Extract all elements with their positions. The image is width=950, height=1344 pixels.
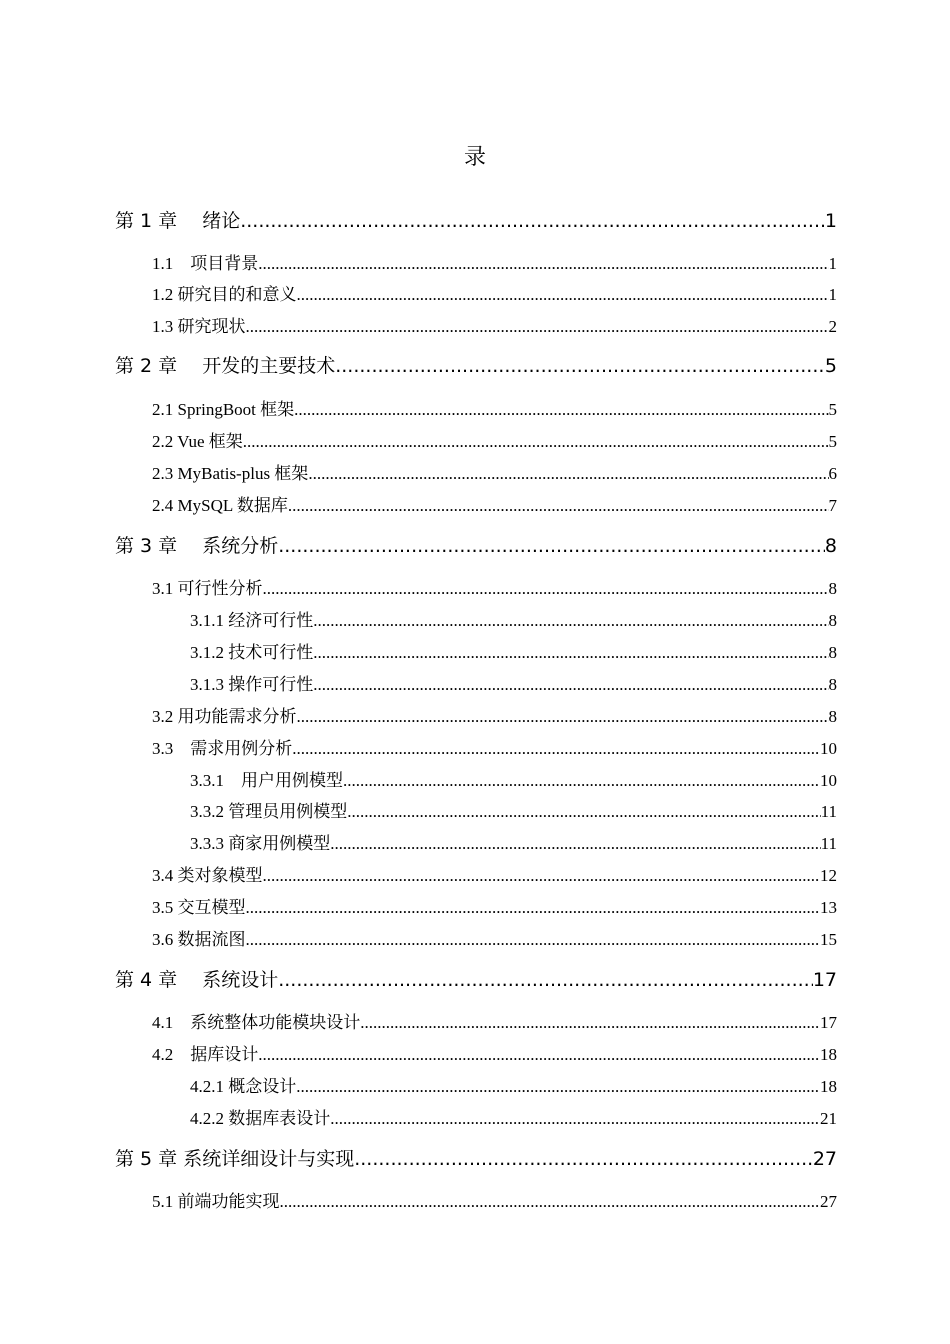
toc-entry bbox=[0, 459, 837, 484]
toc-entry-label: 4.1 系统整体功能模块设计 bbox=[152, 1013, 361, 1032]
toc-entry bbox=[0, 670, 837, 695]
toc-leader-dots bbox=[246, 930, 821, 950]
toc-leader-dots bbox=[313, 643, 828, 663]
toc-entry-label: 3.5 交互模型 bbox=[152, 898, 246, 917]
toc-leader-dots bbox=[243, 432, 829, 452]
toc-leader-dots bbox=[330, 834, 820, 854]
toc-leader-dots bbox=[330, 1109, 820, 1129]
toc-entry-page-number: 8 bbox=[828, 643, 837, 662]
toc-entry-label: 3.2 用功能需求分析 bbox=[152, 707, 297, 726]
toc-leader-dots bbox=[335, 355, 825, 377]
toc-leader-dots bbox=[308, 464, 828, 484]
toc-leader-dots bbox=[246, 317, 829, 337]
toc-entry bbox=[0, 861, 837, 886]
toc-entry-page-number: 6 bbox=[828, 464, 837, 483]
toc-entry-page-number: 8 bbox=[828, 675, 837, 694]
toc-entry bbox=[0, 606, 837, 631]
toc-entry bbox=[0, 351, 837, 378]
toc-entry-label: 4.2 据库设计 bbox=[152, 1045, 259, 1064]
toc-entry-page-number: 7 bbox=[828, 496, 837, 515]
toc-leader-dots bbox=[263, 579, 829, 599]
toc-entry bbox=[0, 1072, 837, 1097]
toc-entry bbox=[0, 925, 837, 950]
toc-entry-page-number: 8 bbox=[824, 535, 837, 557]
toc-entry-page-number: 5 bbox=[828, 400, 837, 419]
toc-leader-dots bbox=[313, 675, 828, 695]
toc-entry bbox=[0, 893, 837, 918]
toc-entry-label: 第 1 章 绪论 bbox=[115, 210, 241, 232]
toc-entry-page-number: 27 bbox=[820, 1192, 837, 1211]
toc-leader-dots bbox=[343, 771, 820, 791]
toc-entry bbox=[0, 702, 837, 727]
toc-entry bbox=[0, 1144, 837, 1171]
toc-entry bbox=[0, 965, 837, 992]
toc-leader-dots bbox=[258, 254, 828, 274]
toc-entry bbox=[0, 427, 837, 452]
toc-entry-label: 3.3.1 用户用例模型 bbox=[190, 771, 343, 790]
toc-entry-label: 第 2 章 开发的主要技术 bbox=[115, 355, 336, 377]
toc-entry-label: 1.1 项目背景 bbox=[152, 254, 259, 273]
toc-entry bbox=[0, 797, 837, 822]
toc-entry bbox=[0, 395, 837, 420]
toc-entry bbox=[0, 1008, 837, 1033]
toc-entry-label: 2.4 MySQL 数据库 bbox=[152, 496, 288, 515]
toc-leader-dots bbox=[313, 611, 828, 631]
toc-leader-dots bbox=[360, 1013, 820, 1033]
toc-entry-label: 3.3.3 商家用例模型 bbox=[190, 834, 331, 853]
toc-entry-page-number: 10 bbox=[820, 771, 837, 790]
toc-leader-dots bbox=[258, 1045, 820, 1065]
toc-entry-page-number: 5 bbox=[824, 355, 837, 377]
toc-entry-label: 3.3.2 管理员用例模型 bbox=[190, 802, 348, 821]
toc-leader-dots bbox=[292, 739, 820, 759]
toc-entry-page-number: 8 bbox=[828, 611, 837, 630]
toc-entry-page-number: 15 bbox=[820, 930, 837, 949]
toc-entry-page-number: 21 bbox=[820, 1109, 837, 1128]
toc-leader-dots bbox=[354, 1148, 813, 1170]
toc-leader-dots bbox=[263, 866, 821, 886]
toc-entry-label: 第 3 章 系统分析 bbox=[115, 535, 279, 557]
toc-entry-page-number: 1 bbox=[828, 285, 837, 304]
toc-entry bbox=[0, 1040, 837, 1065]
toc-entry-page-number: 12 bbox=[820, 866, 837, 885]
toc-entry-label: 1.2 研究目的和意义 bbox=[152, 285, 297, 304]
toc-entry-page-number: 18 bbox=[820, 1077, 837, 1096]
toc-entry-page-number: 17 bbox=[812, 969, 837, 991]
toc-entry bbox=[0, 1104, 837, 1129]
toc-title: 录 bbox=[463, 145, 486, 170]
toc-leader-dots bbox=[246, 898, 821, 918]
toc-entry bbox=[0, 206, 837, 233]
toc-entry-label: 2.2 Vue 框架 bbox=[152, 432, 243, 451]
toc-entry-page-number: 17 bbox=[820, 1013, 837, 1032]
toc-entry bbox=[0, 312, 837, 337]
toc-entry-label: 3.3 需求用例分析 bbox=[152, 739, 293, 758]
toc-leader-dots bbox=[297, 707, 829, 727]
toc-leader-dots bbox=[240, 210, 825, 232]
toc-entry-page-number: 1 bbox=[824, 210, 837, 232]
toc-entry-page-number: 11 bbox=[820, 834, 837, 853]
toc-leader-dots bbox=[288, 496, 829, 516]
toc-entry-page-number: 2 bbox=[828, 317, 837, 336]
toc-entry bbox=[0, 734, 837, 759]
toc-entry-label: 5.1 前端功能实现 bbox=[152, 1192, 280, 1211]
toc-entry-page-number: 13 bbox=[820, 898, 837, 917]
toc-entry-label: 3.1.3 操作可行性 bbox=[190, 675, 314, 694]
toc-entry bbox=[0, 249, 837, 274]
toc-entry bbox=[0, 531, 837, 558]
toc-leader-dots bbox=[280, 1192, 821, 1212]
toc-entry-label: 3.1 可行性分析 bbox=[152, 579, 263, 598]
toc-entry-label: 2.1 SpringBoot 框架 bbox=[152, 400, 295, 419]
toc-leader-dots bbox=[297, 285, 829, 305]
toc-entry-label: 4.2.2 数据库表设计 bbox=[190, 1109, 331, 1128]
toc-entry-label: 3.6 数据流图 bbox=[152, 930, 246, 949]
toc-entry-label: 3.1.1 经济可行性 bbox=[190, 611, 314, 630]
toc-leader-dots bbox=[296, 1077, 820, 1097]
toc-entry-label: 3.1.2 技术可行性 bbox=[190, 643, 314, 662]
toc-entry bbox=[0, 638, 837, 663]
toc-entry-page-number: 10 bbox=[820, 739, 837, 758]
toc-entry-page-number: 8 bbox=[828, 707, 837, 726]
toc-entry-label: 4.2.1 概念设计 bbox=[190, 1077, 297, 1096]
toc-entry-page-number: 5 bbox=[828, 432, 837, 451]
toc-entry bbox=[0, 829, 837, 854]
toc-entry bbox=[0, 574, 837, 599]
toc-leader-dots bbox=[278, 969, 813, 991]
toc-entry bbox=[0, 491, 837, 516]
toc-entry bbox=[0, 1187, 837, 1212]
toc-entry bbox=[0, 280, 837, 305]
toc-entry-label: 2.3 MyBatis-plus 框架 bbox=[152, 464, 309, 483]
toc-leader-dots bbox=[347, 802, 820, 822]
toc-entry-label: 第 4 章 系统设计 bbox=[115, 969, 279, 991]
toc-entry bbox=[0, 766, 837, 791]
toc-entry-label: 1.3 研究现状 bbox=[152, 317, 246, 336]
toc-entry-label: 第 5 章 系统详细设计与实现 bbox=[115, 1148, 355, 1170]
toc-entry-page-number: 27 bbox=[812, 1148, 837, 1170]
toc-leader-dots bbox=[278, 535, 825, 557]
toc-entry-page-number: 18 bbox=[820, 1045, 837, 1064]
toc-entry-label: 3.4 类对象模型 bbox=[152, 866, 263, 885]
toc-entry-page-number: 8 bbox=[828, 579, 837, 598]
toc-entry-page-number: 1 bbox=[828, 254, 837, 273]
toc-entry-page-number: 11 bbox=[820, 802, 837, 821]
toc-leader-dots bbox=[294, 400, 828, 420]
